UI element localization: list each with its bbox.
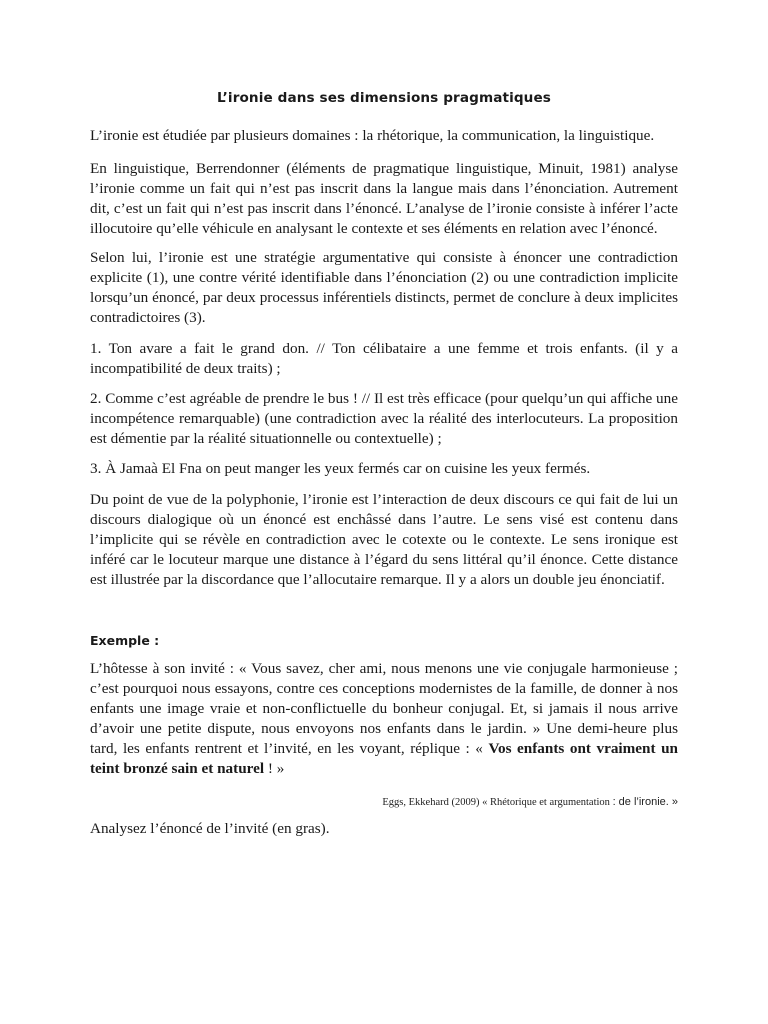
exemple-quote-bold: Vos enfants ont vraiment un teint bronzé sain et naturel	[90, 740, 678, 777]
paragraph-example-1: 1. Ton avare a fait le grand don. // Ton célibataire a une femme et trois enfants. (il y a incompatibilité de deux traits) ;	[90, 340, 678, 377]
paragraph-strategie: Selon lui, l’ironie est une stratégie argumentative qui consiste à énoncer une contradiction explicite (1), une contre vérité identifiable dans l’énonciation (2) ou une contradiction implicite lorsqu’un énoncé, par deux processus inférentiels distincts, permet de conclure à deux implicites contradictoires (3).	[90, 249, 678, 326]
source-citation	[382, 792, 678, 813]
paragraph-example-2: 2. Comme c’est agréable de prendre le bus ! // Il est très efficace (pour quelqu’un qui affiche une incompétence remarquable) (une contradiction avec la réalité des interlocuteurs. La proposition est démentie par la réalité situationnelle ou contextuelle) ;	[90, 390, 678, 447]
page-title: L’ironie dans ses dimensions pragmatiques	[217, 90, 551, 106]
paragraph-example-3: 3. À Jamaà El Fna on peut manger les yeux fermés car on cuisine les yeux fermés.	[90, 460, 591, 477]
paragraph-intro: L’ironie est étudiée par plusieurs domaines : la rhétorique, la communication, la linguistique.	[90, 127, 655, 144]
source-citation-tail: : de l’ironie. »	[612, 796, 678, 808]
task-instruction: Analysez l’énoncé de l’invité (en gras).	[90, 820, 330, 837]
paragraph-berrendonner: En linguistique, Berrendonner (éléments de pragmatique linguistique, Minuit, 1981) analyse l’ironie comme un fait qui n’est pas inscrit dans la langue mais dans l’énonciation. Autrement dit, c’est un fait qui n’est pas inscrit dans l’énoncé. L’analyse de l’ironie consiste à inférer l’acte illocutoire qu’elle véhicule en analysant le contexte et ses éléments en relation avec l’énoncé.	[90, 160, 678, 237]
source-citation-main: Eggs, Ekkehard (2009) « Rhétorique et argumentation	[382, 797, 613, 808]
exemple-quote-text: L’hôtesse à son invité : « Vous savez, cher ami, nous menons une vie conjugale harmonieuse ; c’est pourquoi nous essayons, contre ces conceptions modernistes de la famille, de donner à nos enfants une image vraie et non-conflictuelle du bonheur conjugal. Et, si jamais il nous arrive d’avoir une petite dispute, nous envoyons nos enfants dans le jardin. » Une demi-heure plus tard, les enfants rentrent et l’invité, en les voyant, réplique : «	[90, 660, 678, 757]
exemple-quote-end: ! »	[264, 760, 285, 777]
exemple-heading: Exemple :	[90, 633, 160, 648]
paragraph-polyphonie: Du point de vue de la polyphonie, l’ironie est l’interaction de deux discours ce qui fait de lui un discours dialogique où un énoncé est enchâssé dans l’autre. Le sens visé est contenu dans l’implicite qui se révèle en contradiction avec le cotexte ou le contexte. Le sens ironique est inféré car le locuteur marque une distance à l’égard du sens littéral qu’il énonce. Cette distance est illustrée par la discordance que l’allocutaire remarque. Il y a alors un double jeu énonciatif.	[90, 491, 678, 588]
exemple-quote	[90, 659, 678, 779]
